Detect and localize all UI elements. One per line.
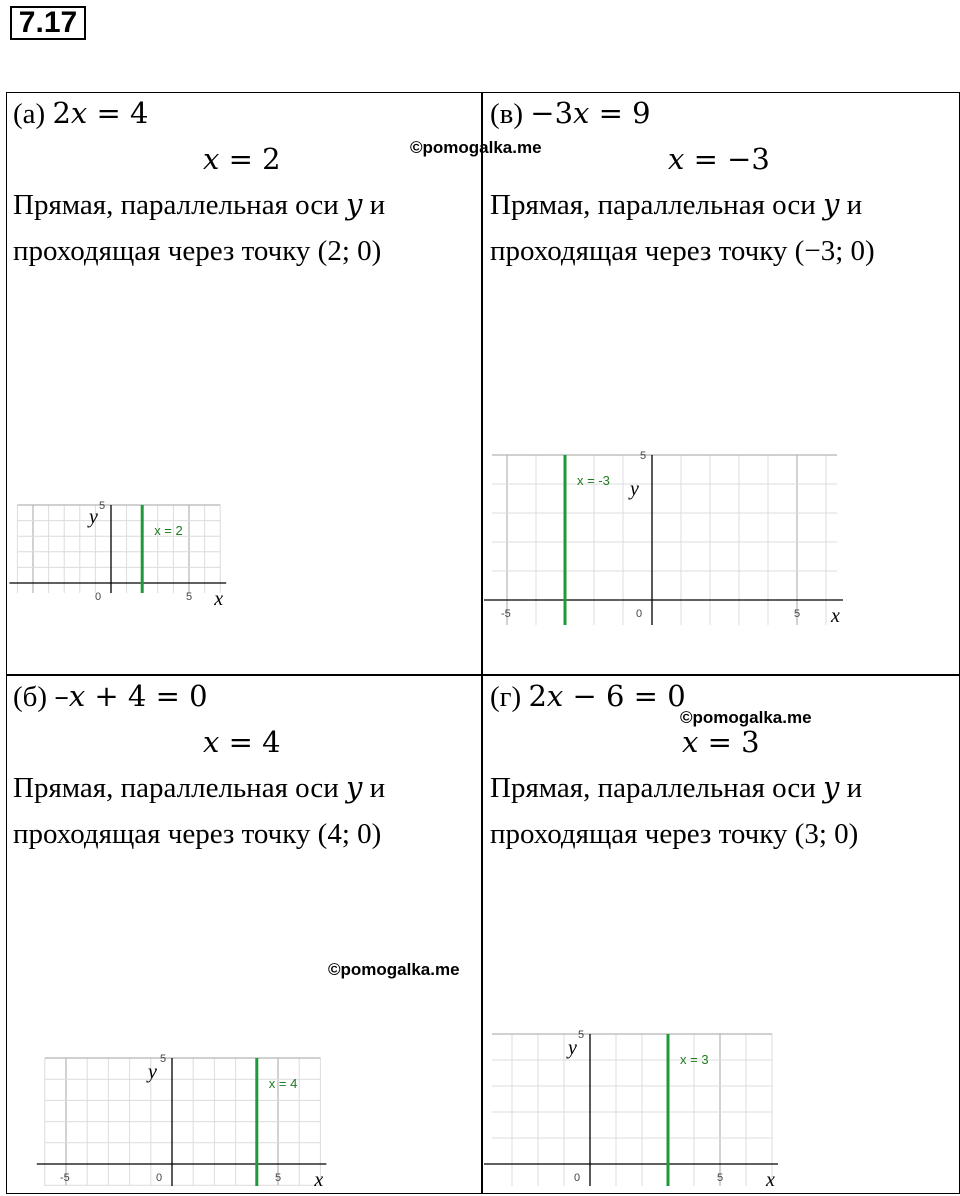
cell-g-label: (г) (490, 681, 522, 713)
cell-b-description-line1: Прямая, параллельная оси 𝑦 и (13, 772, 386, 804)
cell-g-description-line2: проходящая через точку (3; 0) (490, 818, 859, 850)
cell-g-equation: 2𝑥 − 6 = 0 (528, 679, 686, 713)
x-tick-label-5: 5 (275, 1172, 282, 1184)
y-tick-label-5: 5 (578, 1029, 585, 1041)
y-tick-label-5: 5 (160, 1053, 167, 1065)
x-tick-label-neg5: -5 (501, 608, 511, 620)
graph-a (13, 275, 343, 610)
x-tick-label-5: 5 (717, 1172, 724, 1184)
cell-a (7, 93, 481, 674)
cell-b-description-line2: проходящая через точку (4; 0) (13, 818, 382, 850)
graph-g-svg (492, 854, 827, 1191)
origin-label: 0 (574, 1172, 581, 1184)
x-axis-label: x (314, 1169, 324, 1191)
cell-g-description-line1: Прямая, параллельная оси 𝑦 и (490, 772, 863, 804)
solution-line-label: x = 2 (154, 523, 183, 538)
watermark-right: ©pomogalka.me (680, 708, 812, 727)
x-tick-label-neg5: -5 (60, 1172, 70, 1184)
cell-a-solution: 𝑥 = 2 (203, 142, 281, 176)
cell-v-solution: 𝑥 = −3 (668, 142, 770, 176)
graph-g (492, 854, 827, 1191)
watermark-top: ©pomogalka.me (410, 138, 542, 157)
x-axis-label: x (214, 588, 224, 610)
y-axis-label: y (89, 506, 98, 528)
y-axis-label: y (568, 1037, 577, 1059)
cell-b-label: (б) (13, 681, 48, 713)
y-tick-label-5: 5 (99, 500, 106, 512)
x-tick-label-5: 5 (186, 591, 193, 603)
origin-label: 0 (95, 591, 102, 603)
y-tick-label-5: 5 (640, 450, 647, 462)
x-axis-label: x (766, 1169, 775, 1191)
cell-v-label: (в) (490, 98, 524, 130)
solution-line-label: x = -3 (577, 473, 610, 488)
x-tick-label-5: 5 (794, 608, 801, 620)
graph-b-svg (15, 854, 375, 1191)
y-axis-label: y (630, 478, 639, 500)
cell-v (482, 93, 960, 674)
y-axis-label: y (148, 1061, 157, 1083)
solution-line-label: x = 4 (268, 1076, 298, 1091)
graph-b (15, 854, 375, 1191)
cell-b-solution: 𝑥 = 4 (203, 725, 281, 759)
cell-a-equation: 2𝑥 = 4 (52, 96, 149, 130)
cell-v-description-line2: проходящая через точку (−3; 0) (490, 235, 875, 267)
problem-number: 7.17 (10, 6, 86, 40)
cell-v-equation: −3𝑥 = 9 (530, 96, 651, 130)
cell-a-description-line2: проходящая через точку (2; 0) (13, 235, 382, 267)
cell-g (482, 676, 960, 1193)
cell-b (7, 676, 481, 1193)
cell-g-solution: 𝑥 = 3 (682, 725, 760, 759)
cell-a-label: (а) (13, 98, 46, 130)
cell-v-description-line1: Прямая, параллельная оси 𝑦 и (490, 189, 863, 221)
graph-v (492, 273, 847, 625)
cell-b-equation: –𝑥 + 4 = 0 (54, 679, 208, 713)
watermark-middle: ©pomogalka.me (328, 960, 460, 979)
graph-a-svg (13, 275, 343, 610)
origin-label: 0 (156, 1172, 163, 1184)
graph-v-svg (492, 273, 847, 625)
solutions-table (6, 92, 960, 1194)
x-axis-label: x (831, 605, 840, 627)
solution-line-label: x = 3 (680, 1052, 709, 1067)
origin-label: 0 (636, 608, 643, 620)
cell-a-description-line1: Прямая, параллельная оси 𝑦 и (13, 189, 386, 221)
